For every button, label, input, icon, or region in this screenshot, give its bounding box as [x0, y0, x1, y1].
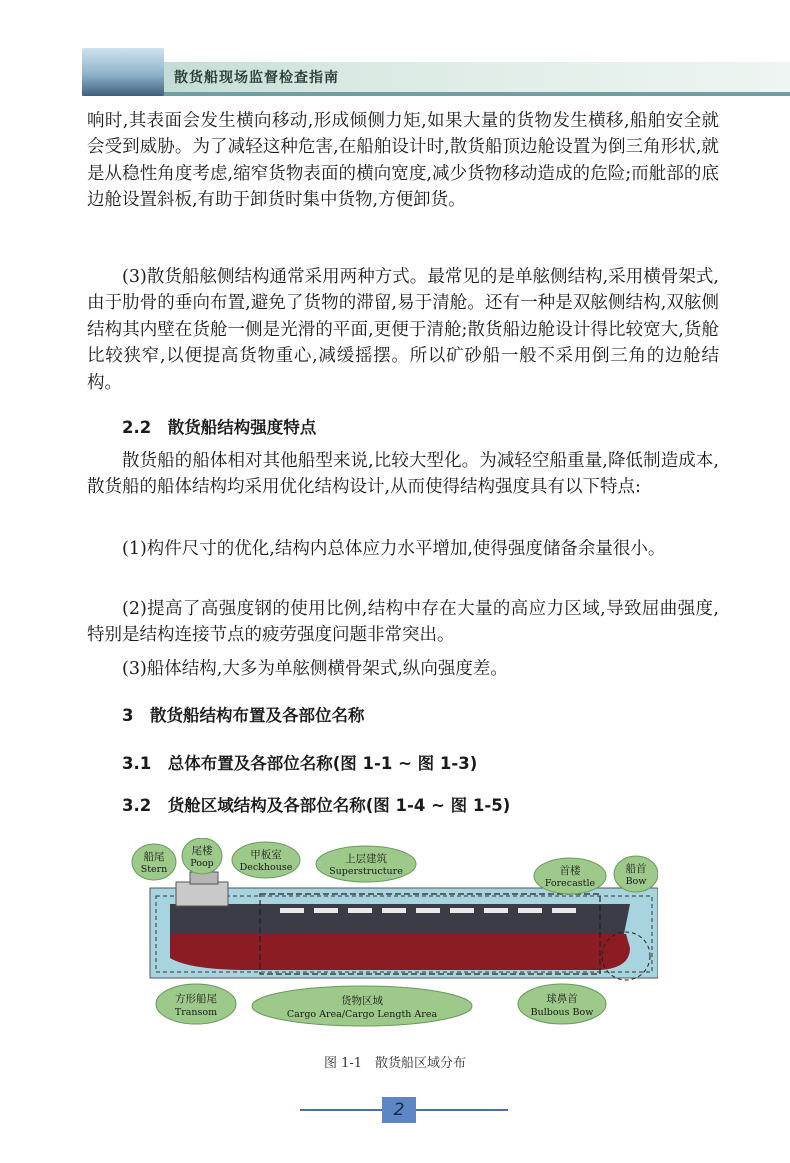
paragraph-text: (3)散货船舷侧结构通常采用两种方式。最常见的是单舷侧结构,采用横骨架式,由于肋骨的垂向布置,避免了货物的滞留,易于清舱。还有一种是双舷侧结构,双舷侧结构其内壁在货舱一侧是光滑的平面,更便于清舱;散货船边舱设计得比较宽大,货舱比较狭窄,以便提高货物重心,减缓摇摆。所以矿砂船一般不采用倒三角的边舱结构。	[87, 267, 719, 393]
hatch-cover	[314, 908, 338, 913]
paragraph-3	[87, 448, 719, 501]
bulbous-bow-label-cn: 球鼻首	[546, 993, 578, 1005]
figure-caption: 图 1-1 散货船区域分布	[323, 1056, 467, 1071]
paragraph-text: (2)提高了高强度钢的使用比例,结构中存在大量的高应力区域,导致屈曲强度,特别是结构连接节点的疲劳强度问题非常突出。	[87, 599, 719, 646]
superstructure-block	[176, 882, 228, 906]
header-title: 散货船现场监督检查指南	[174, 70, 339, 86]
hatch-cover	[450, 908, 474, 913]
cargo-area-label-cn: 货物区域	[341, 995, 383, 1007]
hatch-cover	[280, 908, 304, 913]
paragraph-6	[87, 656, 719, 682]
stern-label-en: Stern	[140, 864, 168, 875]
paragraph-4	[87, 536, 719, 562]
superstructure-label-cn: 上层建筑	[345, 853, 387, 865]
bow-label-en: Bow	[625, 876, 647, 887]
hatch-cover	[416, 908, 440, 913]
hatch-cover	[484, 908, 508, 913]
footer-rule-left	[300, 1109, 382, 1111]
section-heading-3-2: 3.2 货舱区域结构及各部位名称(图 1-4 ~ 图 1-5)	[122, 796, 511, 815]
bulbous-bow-label-en: Bulbous Bow	[530, 1007, 594, 1018]
hatch-cover	[552, 908, 576, 913]
forecastle-label-cn: 首楼	[559, 865, 581, 877]
transom-label-en: Transom	[174, 1007, 218, 1018]
forecastle-label-en: Forecastle	[544, 878, 596, 889]
cargo-area-label-en: Cargo Area/Cargo Length Area	[286, 1009, 438, 1020]
paragraph-2	[87, 264, 719, 396]
hatch-cover	[518, 908, 542, 913]
header-ship-image	[82, 48, 164, 96]
ship-region-diagram	[130, 838, 658, 1028]
section-heading-3: 3 散货船结构布置及各部位名称	[122, 706, 365, 725]
poop-label-cn: 尾楼	[191, 845, 213, 857]
paragraph-text: 散货船的船体相对其他船型来说,比较大型化。为减轻空船重量,降低制造成本,散货船的船体结构均采用优化结构设计,从而使得结构强度具有以下特点:	[87, 451, 719, 498]
stern-label-cn: 船尾	[143, 851, 165, 863]
superstructure-label-en: Superstructure	[329, 866, 403, 877]
ship-diagram-svg	[130, 838, 658, 1028]
section-heading-2-2: 2.2 散货船结构强度特点	[122, 418, 317, 437]
poop-label-en: Poop	[190, 858, 214, 869]
hatch-cover	[382, 908, 406, 913]
transom-label-cn: 方形船尾	[175, 993, 217, 1005]
footer-rule-right	[416, 1109, 508, 1111]
paragraph-1	[87, 108, 719, 214]
paragraph-text: (3)船体结构,大多为单舷侧横骨架式,纵向强度差。	[122, 659, 508, 679]
paragraph-text: (1)构件尺寸的优化,结构内总体应力水平增加,使得强度储备余量很小。	[122, 539, 666, 559]
hatch-cover	[348, 908, 372, 913]
paragraph-text: 响时,其表面会发生横向移动,形成倾侧力矩,如果大量的货物发生横移,船舶安全就会受到威胁。为了减轻这种危害,在船舶设计时,散货船顶边舱设置为倒三角形状,就是从稳性角度考虑,缩窄货物表面的横向宽度,减少货物移动造成的危险;而舭部的底边舱设置斜板,有助于卸货时集中货物,方便卸货。	[87, 111, 719, 211]
bow-label-cn: 船首	[625, 863, 647, 875]
section-heading-3-1: 3.1 总体布置及各部位名称(图 1-1 ~ 图 1-3)	[122, 754, 478, 773]
paragraph-5	[87, 596, 719, 649]
header-rule	[82, 92, 790, 96]
hull-bottom	[170, 934, 630, 970]
page-number: 2	[382, 1097, 416, 1123]
running-header	[82, 48, 790, 98]
deckhouse-label-en: Deckhouse	[239, 862, 293, 873]
deckhouse-label-cn: 甲板室	[250, 849, 282, 861]
